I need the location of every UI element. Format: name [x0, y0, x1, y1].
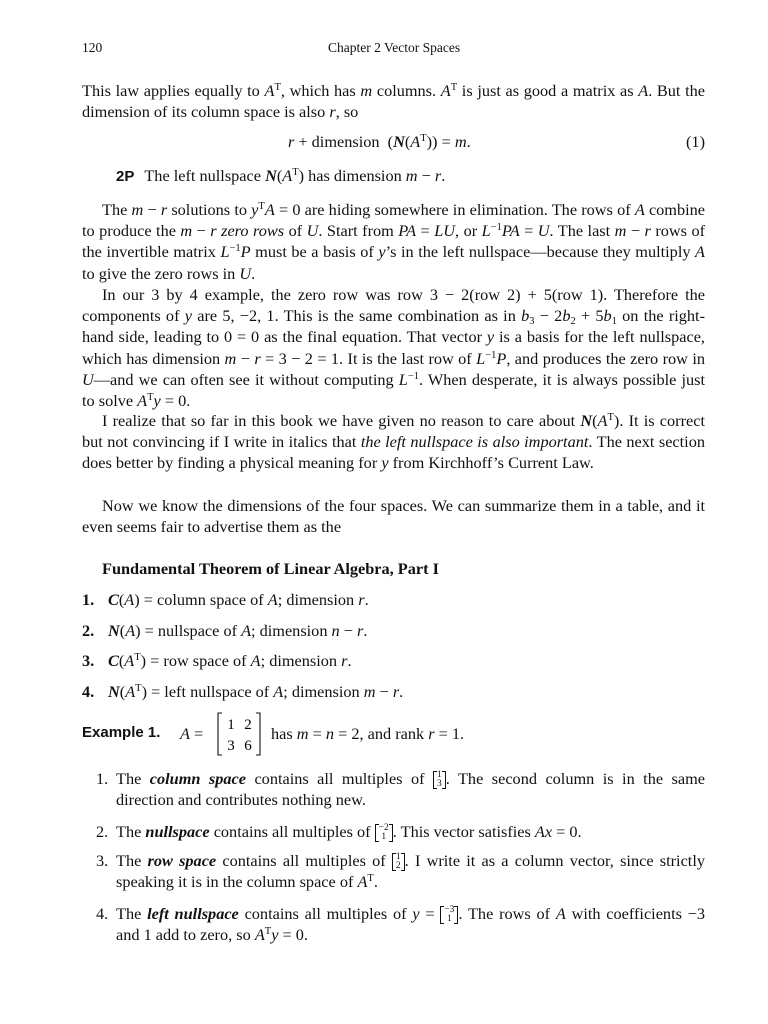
matrix-entry: 2: [244, 717, 252, 733]
proposition-2p: 2P The left nullspace $N(A^T)$ has dimension m − r.: [116, 166, 446, 185]
fundamental-item: 1. C(A) = column space of A; dimension r.: [82, 590, 369, 609]
intro-paragraph: This law applies equally to $A^T$, which has m columns. $A^T$ is just as good a matrix as A. But the dimension of its column space is also r, so: [82, 81, 706, 122]
example-label: Example 1.: [82, 724, 161, 741]
row-space-vector: 1 2: [392, 853, 405, 871]
list-number: 3.: [96, 851, 109, 870]
list-item: 1. The column space contains all multiples of 1 3 . The second column is in the same direction and contributes nothing new.: [96, 769, 705, 810]
matrix-entry: 1: [227, 717, 235, 733]
theorem-title: Fundamental Theorem of Linear Algebra, Part I: [102, 559, 439, 578]
left-nullspace-vector: −3 1: [440, 906, 458, 924]
chapter-header: Chapter 2 Vector Spaces: [328, 40, 461, 55]
paragraph-solutions: The m − r solutions to $y^TA = 0$ are hiding somewhere in elimination. The rows of A combine to produce the m − r zero rows of U. Start from PA = LU, or $L^{-1}PA = U$. The last m − r rows of the invertible matrix $L^{-1}P$ must be a basis of y’s in the left nullspace—because they multiply A to give the zero rows in U.: [82, 200, 706, 283]
example-rank-text: has m = n = 2, and rank r = 1.: [271, 724, 465, 743]
list-item: 2. The nullspace contains all multiples of −2 1 . This vector satisfies Ax = 0.: [96, 822, 582, 843]
column-space-vector: 1 3: [433, 771, 446, 789]
fundamental-item: 4. $N(A^T)$ = left nullspace of A; dimension m − r.: [82, 682, 404, 701]
list-number: 4.: [96, 904, 109, 923]
paragraph-example-3by4: In our 3 by 4 example, the zero row was row 3 − 2(row 2) + 5(row 1). Therefore the components of y are 5, −2, 1. This is the same combination as in $b_3 - 2b_2 + 5b_1$ on the right-hand side, leading to 0 = 0 as the final equation. That vector y is a basis for the left nullspace, which has dimension m − r = 3 − 2 = 1. It is the last row of $L^{-1}P$, and produces the zero row in U—and we can often see it without computing $L^{-1}$. When desperate, it is always possible just to solve $A^Ty = 0$.: [82, 285, 706, 411]
item-number: 1.: [82, 590, 95, 609]
nullspace-vector: −2 1: [375, 824, 393, 842]
proposition-label: 2P: [116, 168, 135, 185]
fundamental-item: 3. $C(A^T)$ = row space of A; dimension r.: [82, 651, 352, 670]
paragraph-importance: I realize that so far in this book we have given no reason to care about $N(A^T)$. It is correct but not convincing if I write in italics that the left nullspace is also important. The next section does better by finding a physical meaning for y from Kirchhoff’s Current Law.: [82, 411, 705, 473]
matrix-entry: 6: [244, 738, 252, 754]
example-matrix-name: A =: [180, 724, 204, 743]
example-matrix: [217, 712, 261, 756]
fundamental-item: 2. N(A) = nullspace of A; dimension n − r.: [82, 621, 368, 640]
equation-number: (1): [686, 132, 705, 151]
matrix-entry: 3: [227, 738, 235, 754]
item-number: 2.: [82, 621, 95, 640]
item-number: 3.: [82, 651, 95, 670]
list-number: 1.: [96, 769, 109, 788]
paragraph-summary: Now we know the dimensions of the four spaces. We can summarize them in a table, and it even seems fair to advertise them as the: [82, 496, 705, 537]
list-item: 4. The left nullspace contains all multiples of y = −3 1 . The rows of A with coefficients −3 and 1 add to zero, so $A^Ty = 0$.: [96, 904, 706, 945]
equation-body: r + dimension $(N(A^T)) = m$.: [288, 132, 471, 151]
item-number: 4.: [82, 682, 95, 701]
list-number: 2.: [96, 822, 109, 841]
page-number: 120: [82, 40, 103, 55]
list-item: 3. The row space contains all multiples of 1 2 . I write it as a column vector, since strictly speaking it is in the column space of $A^T$.: [96, 851, 705, 892]
